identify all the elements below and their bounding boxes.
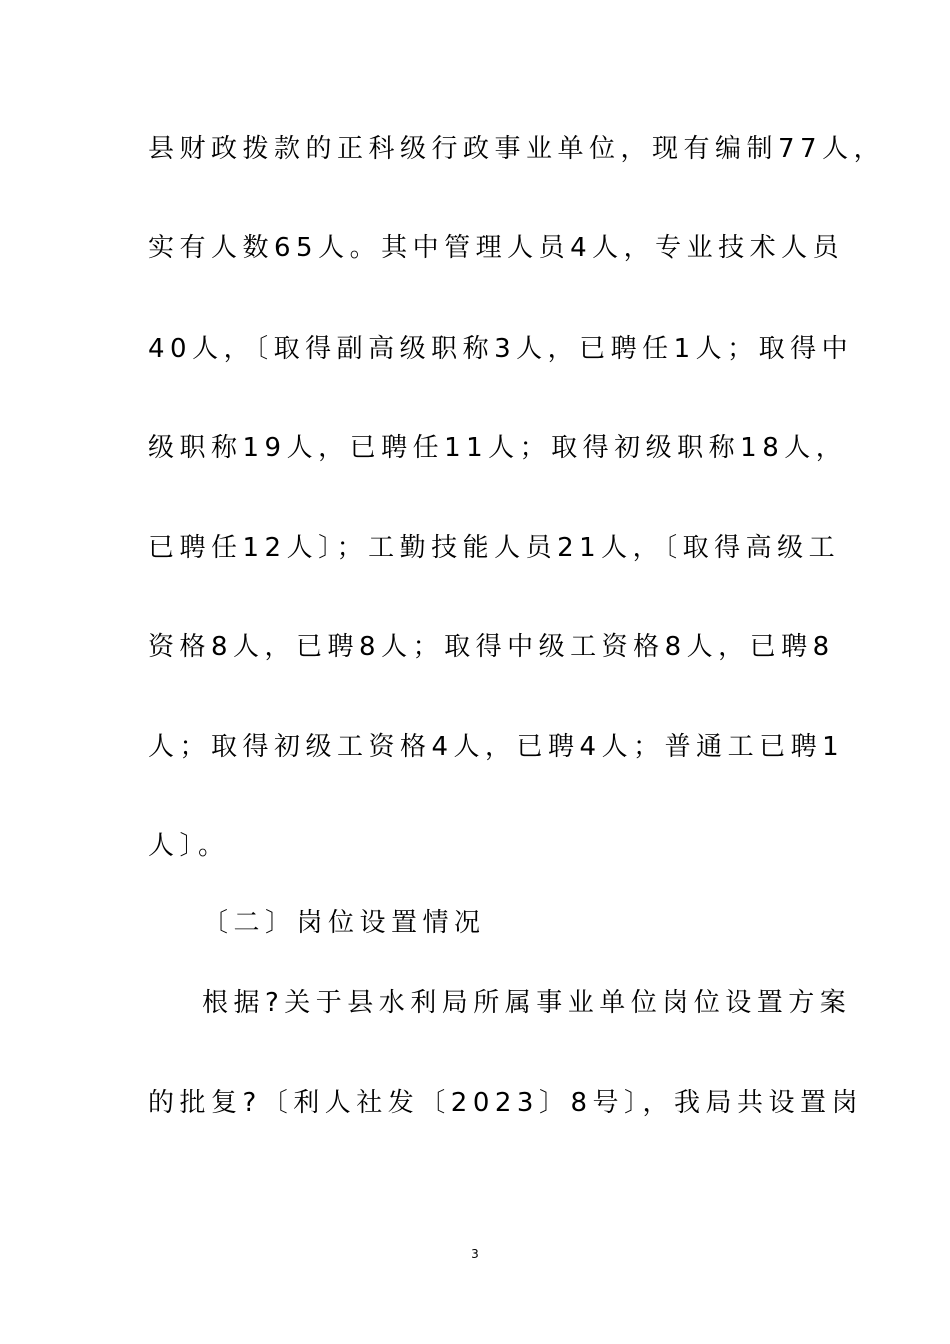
paragraph-line-2: 实有人数65人。其中管理人员4人，专业技术人员: [148, 233, 845, 263]
paragraph-line-1: 县财政拨款的正科级行政事业单位，现有编制77人，: [148, 134, 886, 164]
paragraph-line-6: 资格8人，已聘8人；取得中级工资格8人，已聘8: [148, 632, 835, 662]
page-number: 3: [471, 1247, 479, 1261]
paragraph-line-10: 的批复?〔利人社发〔2023〕8号〕，我局共设置岗: [148, 1088, 864, 1118]
section-heading: 〔二〕岗位设置情况: [202, 908, 486, 938]
paragraph-line-7: 人；取得初级工资格4人，已聘4人；普通工已聘1: [148, 732, 845, 762]
paragraph-line-9: 根据?关于县水利局所属事业单位岗位设置方案: [202, 988, 852, 1018]
paragraph-line-3: 40人，〔取得副高级职称3人，已聘任1人；取得中: [148, 334, 854, 364]
paragraph-line-4: 级职称19人，已聘任11人；取得初级职称18人，: [148, 433, 848, 463]
paragraph-line-5: 已聘任12人〕；工勤技能人员21人，〔取得高级工: [148, 533, 841, 563]
paragraph-line-8: 人〕。: [148, 831, 230, 861]
